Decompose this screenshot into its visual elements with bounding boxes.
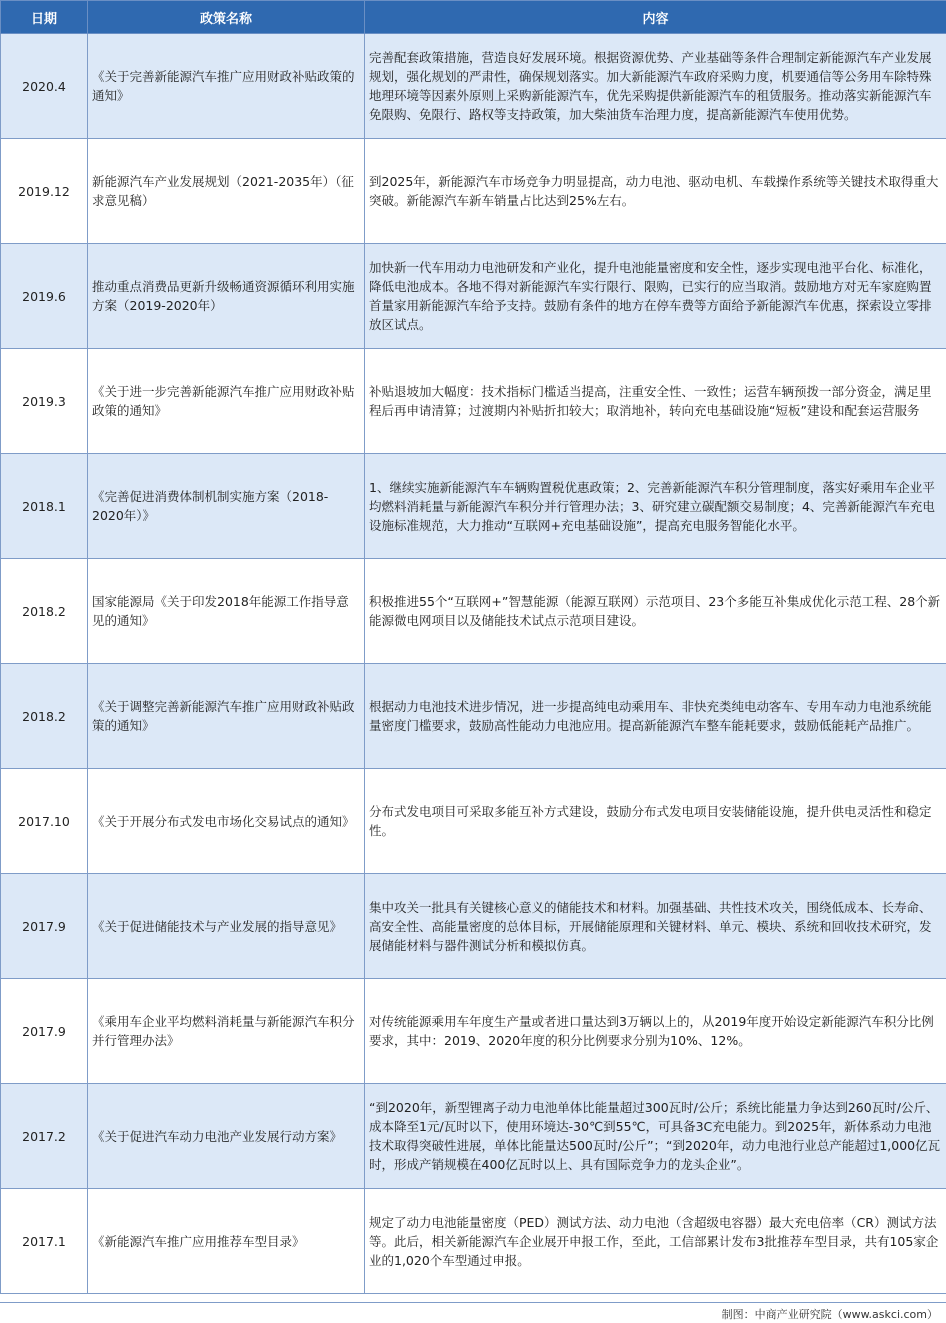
row-date: 2017.9 (1, 874, 88, 979)
row-policy-name: 《乘用车企业平均燃料消耗量与新能源汽车积分并行管理办法》 (88, 979, 365, 1084)
footer-bar (0, 1302, 946, 1323)
row-content: 对传统能源乘用车年度生产量或者进口量达到3万辆以上的，从2019年度开始设定新能源汽车积分比例要求，其中：2019、2020年度的积分比例要求分别为10%、12%。 (365, 979, 946, 1084)
row-content: 补贴退坡加大幅度：技术指标门槛适当提高，注重安全性、一致性；运营车辆预拨一部分资金，满足里程后再申请清算；过渡期内补贴折扣较大；取消地补，转向充电基础设施“短板”建设和配套运营服务 (365, 349, 946, 454)
table-row (1, 1189, 946, 1294)
table-row (1, 979, 946, 1084)
table-body (1, 34, 946, 1294)
table-row (1, 769, 946, 874)
row-date: 2019.12 (1, 139, 88, 244)
row-date: 2018.1 (1, 454, 88, 559)
table-row (1, 664, 946, 769)
row-policy-name: 《关于开展分布式发电市场化交易试点的通知》 (88, 769, 365, 874)
row-policy-name: 国家能源局《关于印发2018年能源工作指导意见的通知》 (88, 559, 365, 664)
table-row (1, 349, 946, 454)
table-row (1, 454, 946, 559)
row-content: 分布式发电项目可采取多能互补方式建设，鼓励分布式发电项目安装储能设施，提升供电灵活性和稳定性。 (365, 769, 946, 874)
table-row (1, 874, 946, 979)
row-content: 集中攻关一批具有关键核心意义的储能技术和材料。加强基础、共性技术攻关，围绕低成本、长寿命、高安全性、高能量密度的总体目标，开展储能原理和关键材料、单元、模块、系统和回收技术研究，发展储能材料与器件测试分析和模拟仿真。 (365, 874, 946, 979)
row-content: 积极推进55个“互联网+”智慧能源（能源互联网）示范项目、23个多能互补集成优化示范工程、28个新能源微电网项目以及储能技术试点示范项目建设。 (365, 559, 946, 664)
row-policy-name: 《关于进一步完善新能源汽车推广应用财政补贴政策的通知》 (88, 349, 365, 454)
row-content: “到2020年，新型锂离子动力电池单体比能量超过300瓦时/公斤；系统比能量力争达到260瓦时/公斤、成本降至1元/瓦时以下，使用环境达-30℃到55℃，可具备3C充电能力。到2025年，新体系动力电池技术取得突破性进展，单体比能量达500瓦时/公斤”；“到2020年，动力电池行业总产能超过1,000亿瓦时，形成产销规模在400亿瓦时以上、具有国际竞争力的龙头企业”。 (365, 1084, 946, 1189)
row-content: 根据动力电池技术进步情况，进一步提高纯电动乘用车、非快充类纯电动客车、专用车动力电池系统能量密度门槛要求，鼓励高性能动力电池应用。提高新能源汽车整车能耗要求，鼓励低能耗产品推广。 (365, 664, 946, 769)
row-date: 2017.10 (1, 769, 88, 874)
row-date: 2018.2 (1, 559, 88, 664)
row-policy-name: 《关于促进储能技术与产业发展的指导意见》 (88, 874, 365, 979)
header-content: 内容 (365, 1, 946, 34)
table-row (1, 1084, 946, 1189)
row-date: 2017.2 (1, 1084, 88, 1189)
row-policy-name: 《完善促进消费体制机制实施方案（2018-2020年）》 (88, 454, 365, 559)
row-policy-name: 《新能源汽车推广应用推荐车型目录》 (88, 1189, 365, 1294)
row-content: 1、继续实施新能源汽车车辆购置税优惠政策；2、完善新能源汽车积分管理制度，落实好乘用车企业平均燃料消耗量与新能源汽车积分并行管理办法；3、研究建立碳配额交易制度；4、完善新能源汽车充电设施标准规范，大力推动“互联网+充电基础设施”，提高充电服务智能化水平。 (365, 454, 946, 559)
row-date: 2019.3 (1, 349, 88, 454)
header-policy-name: 政策名称 (88, 1, 365, 34)
row-date: 2017.9 (1, 979, 88, 1084)
row-policy-name: 《关于调整完善新能源汽车推广应用财政补贴政策的通知》 (88, 664, 365, 769)
row-date: 2019.6 (1, 244, 88, 349)
table-row (1, 34, 946, 139)
row-date: 2018.2 (1, 664, 88, 769)
table-row (1, 244, 946, 349)
row-content: 加快新一代车用动力电池研发和产业化，提升电池能量密度和安全性，逐步实现电池平台化、标准化，降低电池成本。各地不得对新能源汽车实行限行、限购，已实行的应当取消。鼓励地方对无车家庭购置首量家用新能源汽车给予支持。鼓励有条件的地方在停车费等方面给予新能源汽车优惠，探索设立零排放区试点。 (365, 244, 946, 349)
row-content: 到2025年，新能源汽车市场竞争力明显提高，动力电池、驱动电机、车载操作系统等关键技术取得重大突破。新能源汽车新车销量占比达到25%左右。 (365, 139, 946, 244)
header-date: 日期 (1, 1, 88, 34)
row-policy-name: 《关于促进汽车动力电池产业发展行动方案》 (88, 1084, 365, 1189)
row-date: 2017.1 (1, 1189, 88, 1294)
table-header-row (1, 1, 946, 34)
row-policy-name: 推动重点消费品更新升级畅通资源循环利用实施方案（2019-2020年） (88, 244, 365, 349)
row-policy-name: 《关于完善新能源汽车推广应用财政补贴政策的通知》 (88, 34, 365, 139)
table-row (1, 139, 946, 244)
table-row (1, 559, 946, 664)
row-content: 规定了动力电池能量密度（PED）测试方法、动力电池（含超级电容器）最大充电倍率（CR）测试方法等。此后，相关新能源汽车企业展开申报工作，至此，工信部累计发布3批推荐车型目录，共有105家企业的1,020个车型通过申报。 (365, 1189, 946, 1294)
row-policy-name: 新能源汽车产业发展规划（2021-2035年）（征求意见稿） (88, 139, 365, 244)
row-date: 2020.4 (1, 34, 88, 139)
source-credit: 制图：中商产业研究院（www.askci.com） (722, 1306, 938, 1322)
row-content: 完善配套政策措施，营造良好发展环境。根据资源优势、产业基础等条件合理制定新能源汽车产业发展规划，强化规划的严肃性，确保规划落实。加大新能源汽车政府采购力度，机要通信等公务用车除特殊地理环境等因素外原则上采购新能源汽车，优先采购提供新能源汽车的租赁服务。推动落实新能源汽车免限购、免限行、路权等支持政策，加大柴油货车治理力度，提高新能源汽车使用优势。 (365, 34, 946, 139)
